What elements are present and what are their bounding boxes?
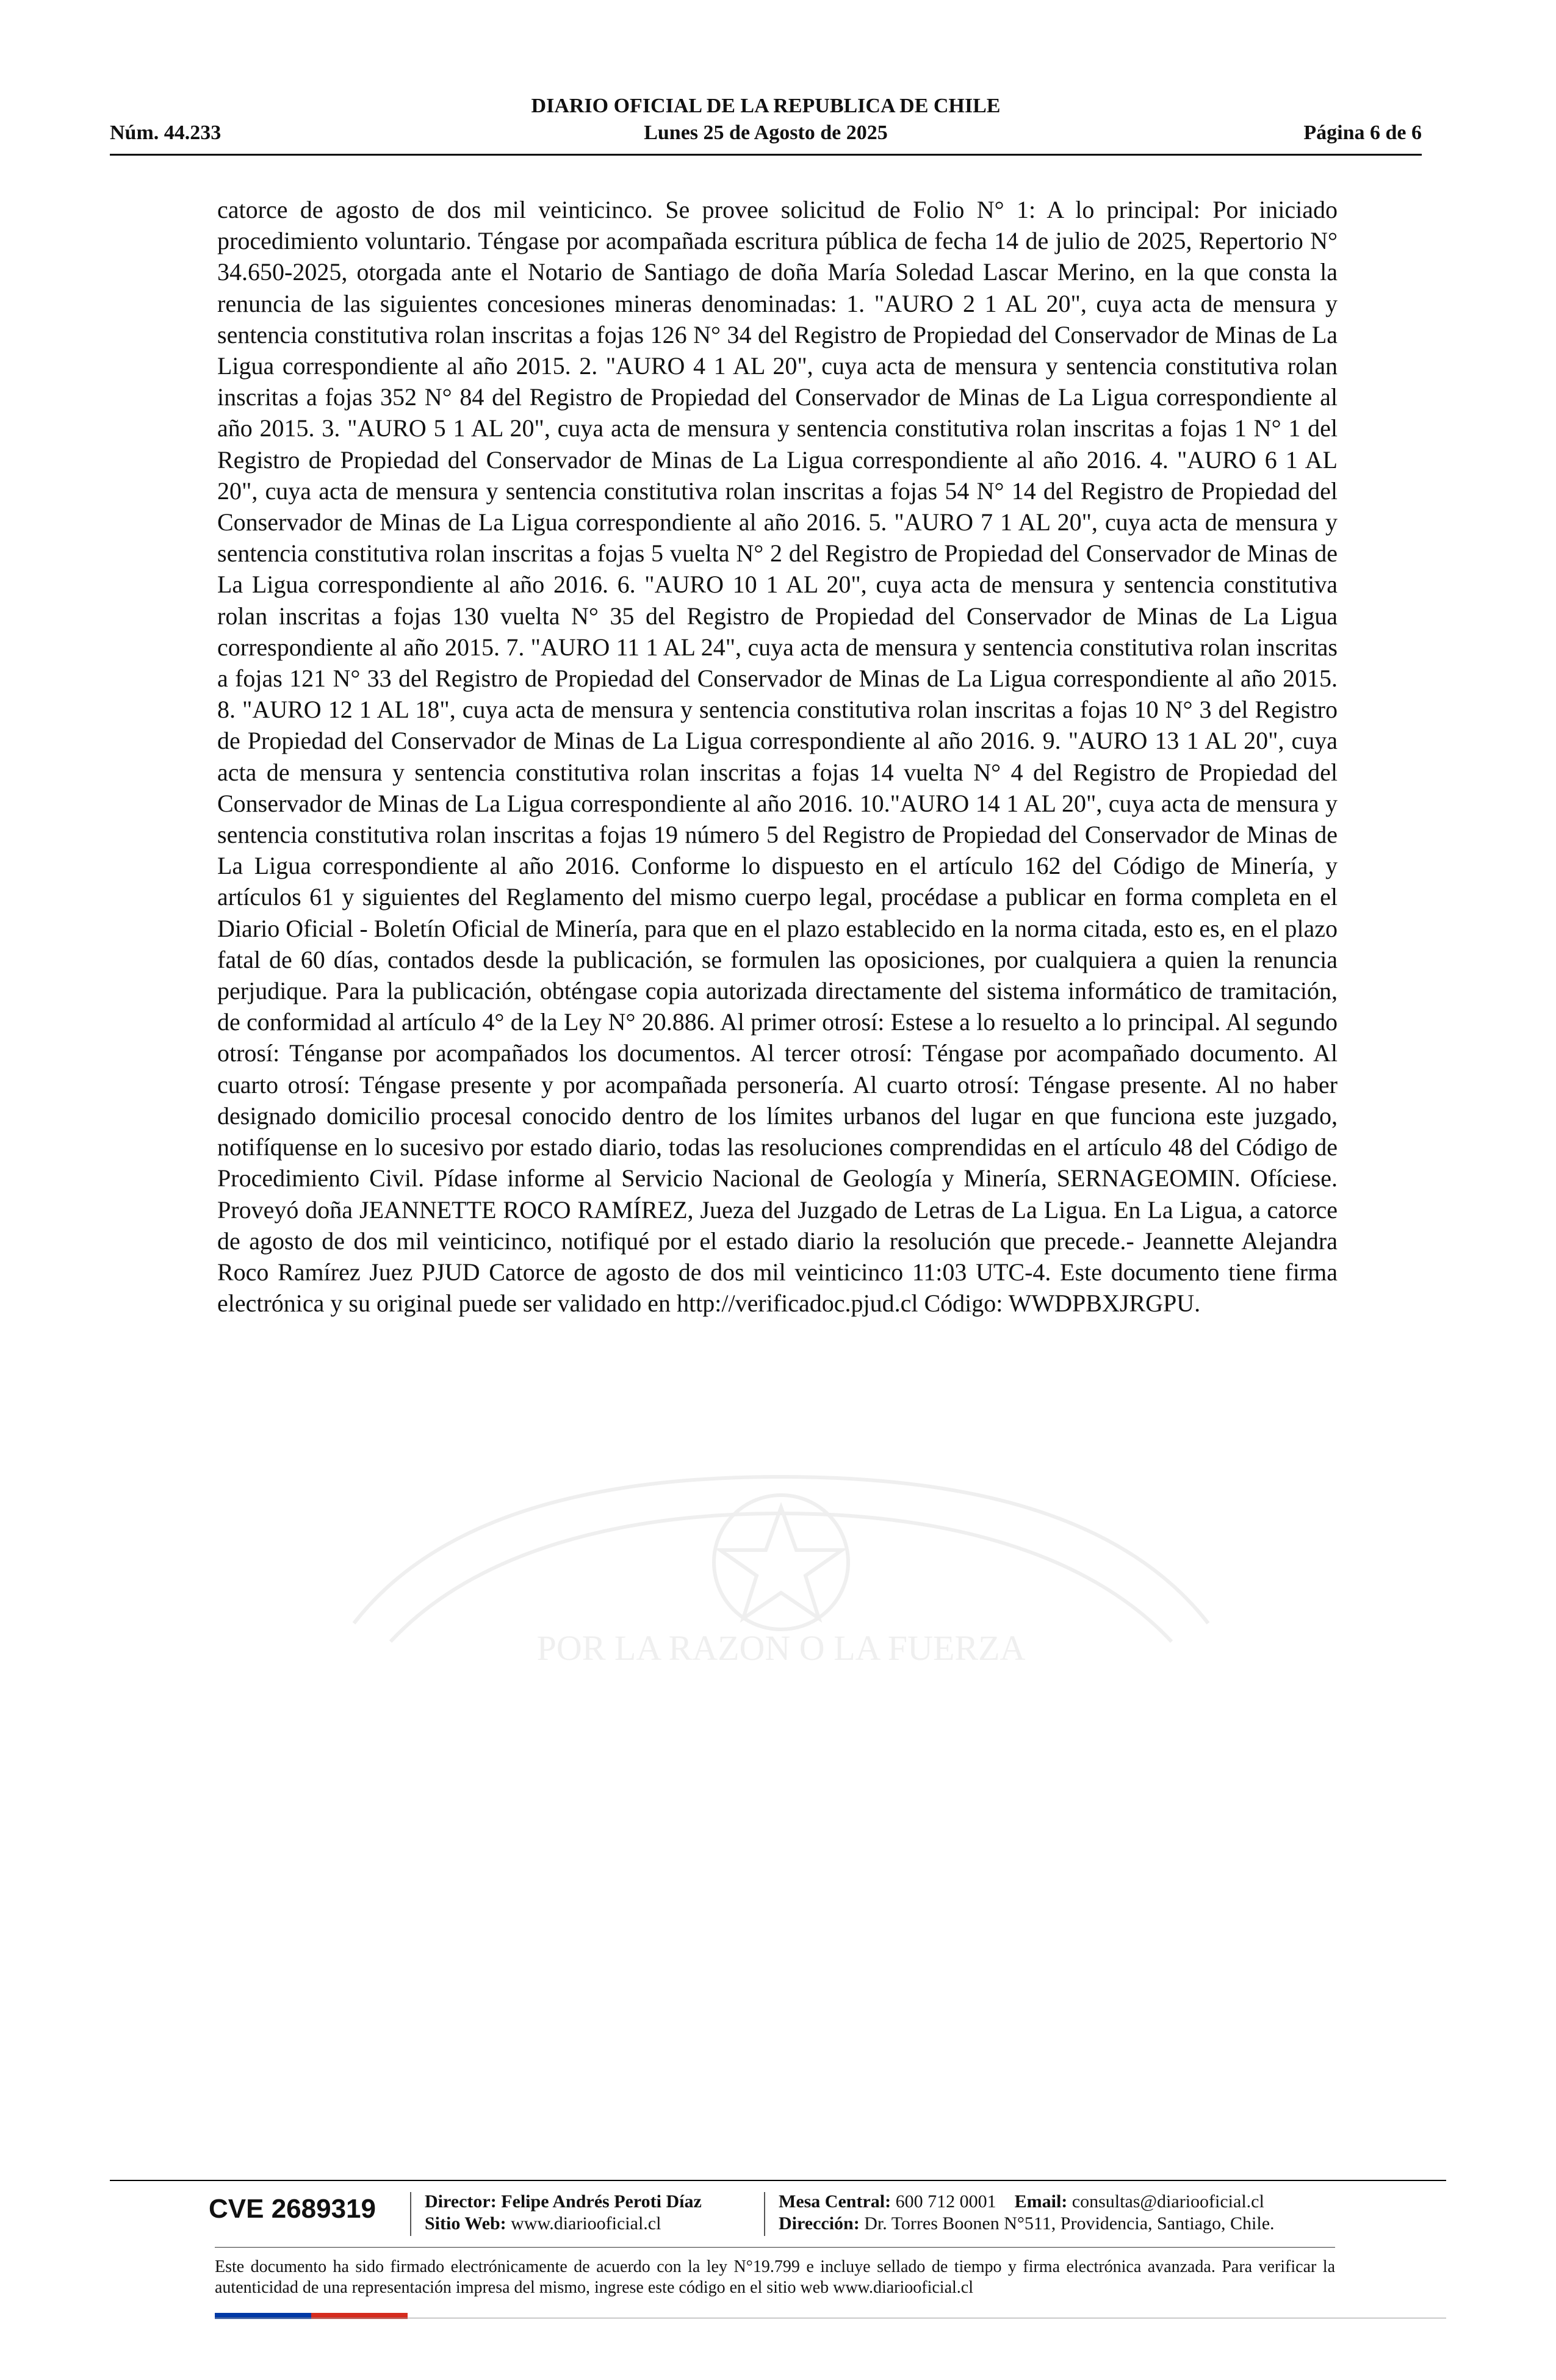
footer-separator [764, 2192, 765, 2236]
publication-date: Lunes 25 de Agosto de 2025 [644, 121, 888, 144]
watermark-arc [354, 1477, 1208, 1623]
director-label: Director: [425, 2191, 497, 2212]
address-line [779, 2213, 1275, 2235]
email-link[interactable]: consultas@diariooficial.cl [1072, 2191, 1264, 2212]
star-icon [720, 1507, 842, 1618]
page-header [110, 93, 1422, 160]
page-number: Página 6 de 6 [1303, 121, 1422, 144]
director-line [425, 2191, 702, 2213]
phone-number: 600 712 0001 [895, 2191, 996, 2212]
address-label: Dirección: [779, 2213, 860, 2234]
address-text: Dr. Torres Boonen N°511, Providencia, Santiago, Chile. [864, 2213, 1275, 2234]
footer-separator [410, 2192, 411, 2236]
footer-divider-top [110, 2180, 1446, 2181]
legal-notice: Este documento ha sido firmado electrónicamente de acuerdo con la ley N°19.799 e incluye sellado de tiempo y firma electrónica avanzada. Para verificar la autenticidad de una representación impresa del mismo, ingrese este código en el sitio web www.diariooficial.cl [215, 2257, 1335, 2297]
publication-title: DIARIO OFICIAL DE LA REPUBLICA DE CHILE [531, 95, 1001, 117]
website-link[interactable]: www.diariooficial.cl [511, 2213, 661, 2234]
website-label: Sitio Web: [425, 2213, 506, 2234]
header-masthead [110, 93, 1422, 146]
footer-director-block [425, 2191, 702, 2235]
phone-label: Mesa Central: [779, 2191, 891, 2212]
watermark-motto: POR LA RAZON O LA FUERZA [536, 1628, 1026, 1668]
resolution-body: catorce de agosto de dos mil veinticinco. Se provee solicitud de Folio N° 1: A lo principal: Por iniciado procedimiento voluntario. Téngase por acompañada escritura pública de fecha 14 de julio de 2025, Repertorio N° 34.650-2025, otorgada ante el Notario de Santiago de doña María Soledad Lascar Merino, en la que consta la renuncia de las siguientes concesiones mineras denominadas: 1. "AURO 2 1 AL 20", cuya acta de mensura y sentencia constitutiva rolan inscritas a fojas 126 N° 34 del Registro de Propiedad del Conservador de Minas de La Ligua correspondiente al año 2015. 2. "AURO 4 1 AL 20", cuya acta de mensura y sentencia constitutiva rolan inscritas a fojas 352 N° 84 del Registro de Propiedad del Conservador de Minas de La Ligua correspondiente al año 2015. 3. "AURO 5 1 AL 20", cuya acta de mensura y sentencia constitutiva rolan inscritas a fojas 1 N° 1 del Registro de Propiedad del Conservador de Minas de La Ligua correspondiente al año 2016. 4. "AURO 6 1 AL 20", cuya acta de mensura y sentencia constitutiva rolan inscritas a fojas 54 N° 14 del Registro de Propiedad del Conservador de Minas de La Ligua correspondiente al año 2016. 5. "AURO 7 1 AL 20", cuya acta de mensura y sentencia constitutiva rolan inscritas a fojas 5 vuelta N° 2 del Registro de Propiedad del Conservador de Minas de La Ligua correspondiente al año 2016. 6. "AURO 10 1 AL 20", cuya acta de mensura y sentencia constitutiva rolan inscritas a fojas 130 vuelta N° 35 del Registro de Propiedad del Conservador de Minas de La Ligua correspondiente al año 2015. 7. "AURO 11 1 AL 24", cuya acta de mensura y sentencia constitutiva rolan inscritas a fojas 121 N° 33 del Registro de Propiedad del Conservador de Minas de La Ligua correspondiente al año 2015. 8. "AURO 12 1 AL 18", cuya acta de mensura y sentencia constitutiva rolan inscritas a fojas 10 N° 3 del Registro de Propiedad del Conservador de Minas de La Ligua correspondiente al año 2016. 9. "AURO 13 1 AL 20", cuya acta de mensura y sentencia constitutiva rolan inscritas a fojas 14 vuelta N° 4 del Registro de Propiedad del Conservador de Minas de La Ligua correspondiente al año 2016. 10."AURO 14 1 AL 20", cuya acta de mensura y sentencia constitutiva rolan inscritas a fojas 19 número 5 del Registro de Propiedad del Conservador de Minas de La Ligua correspondiente al año 2016. Conforme lo dispuesto en el artículo 162 del Código de Minería, y artículos 61 y siguientes del Reglamento del mismo cuerpo legal, procédase a publicar en forma completa en el Diario Oficial - Boletín Oficial de Minería, para que en el plazo establecido en la norma citada, esto es, en el plazo fatal de 60 días, contados desde la publicación, se formulen las oposiciones, por cualquiera a quien la renuncia perjudique. Para la publicación, obténgase copia autorizada directamente del sistema informático de tramitación, de conformidad al artículo 4° de la Ley N° 20.886. Al primer otrosí: Estese a lo resuelto a lo principal. Al segundo otrosí: Ténganse por acompañados los documentos. Al tercer otrosí: Téngase por acompañado documento. Al cuarto otrosí: Téngase presente y por acompañada personería. Al cuarto otrosí: Téngase presente. Al no haber designado domicilio procesal conocido dentro de los límites urbanos del lugar en que funciona este juzgado, notifíquense en lo sucesivo por estado diario, todas las resoluciones comprendidas en el artículo 48 del Código de Procedimiento Civil. Pídase informe al Servicio Nacional de Geología y Minería, SERNAGEOMIN. Ofíciese. Proveyó doña JEANNETTE ROCO RAMÍREZ, Jueza del Juzgado de Letras de La Ligua. En La Ligua, a catorce de agosto de dos mil veinticinco, notifiqué por el estado diario la resolución que precede.- Jeannette Alejandra Roco Ramírez Juez PJUD Catorce de agosto de dos mil veinticinco 11:03 UTC-4. Este documento tiene firma electrónica y su original puede ser validado en http://verificadoc.pjud.cl Código: WWDPBXJRGPU. [217, 196, 1338, 1318]
footer-contact-block [779, 2191, 1275, 2235]
watermark-arc-inner [391, 1513, 1172, 1642]
cve-code: CVE 2689319 [209, 2194, 376, 2224]
coat-of-arms-watermark [281, 1440, 1281, 1672]
issue-number: Núm. 44.233 [110, 121, 222, 144]
director-name: Felipe Andrés Peroti Díaz [501, 2191, 702, 2212]
footer-divider-middle [215, 2247, 1335, 2248]
website-line [425, 2213, 702, 2235]
contact-line [779, 2191, 1275, 2213]
header-divider [110, 154, 1422, 156]
email-label: Email: [1014, 2191, 1068, 2212]
